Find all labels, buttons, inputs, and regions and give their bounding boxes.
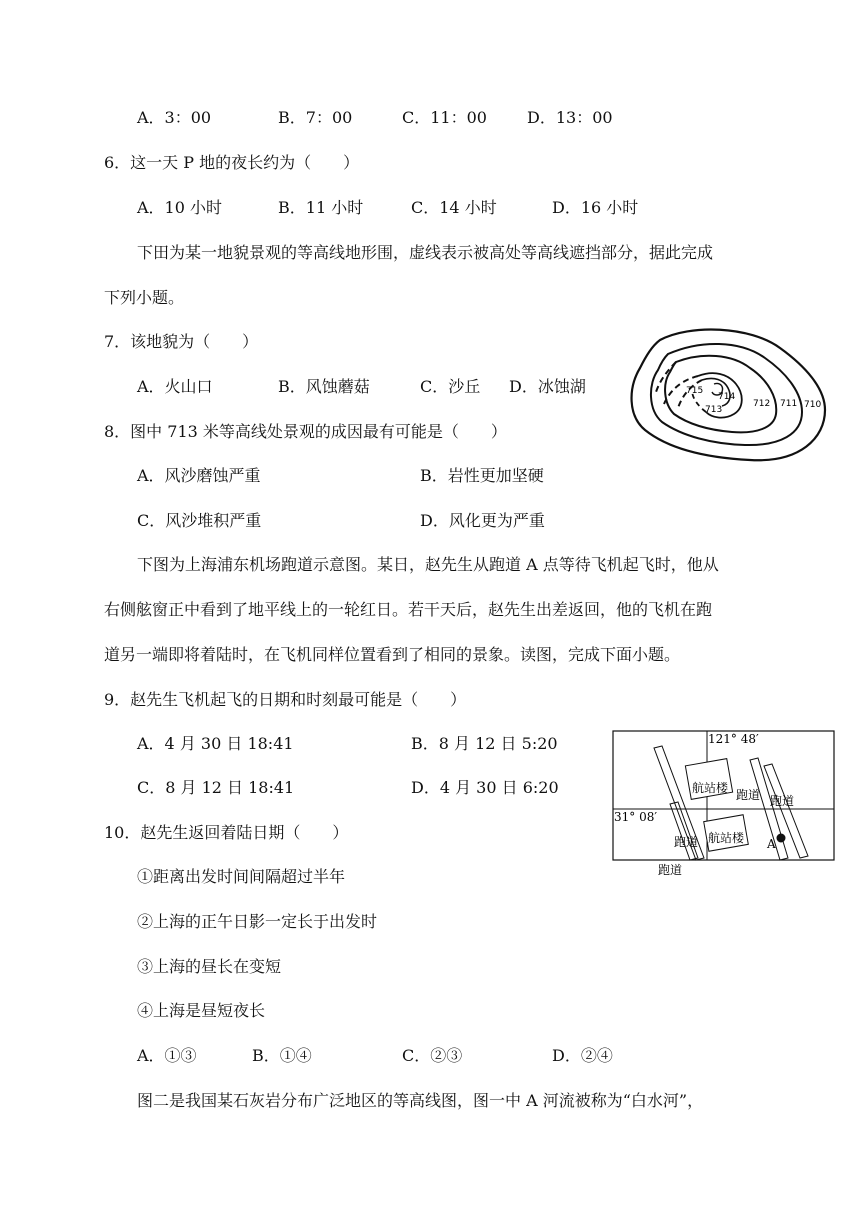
runway-label-4: 跑道 (658, 863, 683, 877)
q6-option-b: B．11 小时 (278, 198, 364, 217)
q6-option-c: C．14 小时 (411, 198, 497, 217)
runway-label-2: 跑道 (770, 794, 795, 808)
q6-stem: 6．这一天 P 地的夜长约为（ ） (104, 153, 360, 172)
contour-label-712: 712 (753, 399, 771, 409)
terminal-south-label: 航站楼 (708, 831, 745, 845)
terminal-north-label: 航站楼 (692, 781, 729, 795)
point-a-label: A (767, 837, 776, 851)
contour-label-710: 710 (804, 400, 822, 410)
contour-map-figure (620, 318, 835, 468)
q7-option-a: A．火山口 (137, 377, 213, 396)
q9-option-b: B．8 月 12 日 5:20 (411, 734, 558, 753)
q8-option-b: B．岩性更加坚硬 (420, 466, 544, 485)
q10-statement-1: ①距离出发时间间隔超过半年 (137, 867, 346, 886)
intro-7-8-line2: 下列小题。 (104, 288, 185, 307)
q5-option-c: C．11：00 (402, 108, 487, 127)
q8-stem: 8．图中 713 米等高线处景观的成因最有可能是（ ） (104, 422, 507, 441)
q7-option-c: C．沙丘 (420, 377, 481, 396)
intro-9-10-line3: 道另一端即将着陆时，在飞机同样位置看到了相同的景象。读图，完成下面小题。 (104, 645, 681, 664)
q8-option-a: A．风沙磨蚀严重 (137, 466, 261, 485)
q10-statement-2: ②上海的正午日影一定长于出发时 (137, 912, 378, 931)
q10-statement-3: ③上海的昼长在变短 (137, 957, 282, 976)
contour-label-711: 711 (780, 399, 798, 409)
q5-option-b: B．7：00 (278, 108, 353, 127)
q7-option-b: B．风蚀蘑菇 (278, 377, 370, 396)
point-a-marker (777, 834, 786, 843)
runway-label-1: 跑道 (736, 788, 761, 802)
latitude-label: 31° 08′ (614, 810, 658, 824)
airport-runway-map (612, 730, 836, 877)
contour-label-714: 714 (718, 392, 736, 402)
intro-7-8-line1: 下田为某一地貌景观的等高线地形围，虚线表示被高处等高线遮挡部分，据此完成 (137, 243, 714, 262)
intro-9-10-line1: 下图为上海浦东机场跑道示意图。某日，赵先生从跑道 A 点等待飞机起飞时，他从 (137, 555, 719, 574)
q7-stem: 7．该地貌为（ ） (104, 332, 259, 351)
q10-option-d: D．②④ (552, 1046, 613, 1065)
q5-option-a: A．3：00 (137, 108, 212, 127)
q8-option-c: C．风沙堆积严重 (137, 511, 262, 530)
q9-option-d: D．4 月 30 日 6:20 (411, 778, 559, 797)
q8-option-d: D．风化更为严重 (420, 511, 545, 530)
q7-option-d: D．冰蚀湖 (509, 377, 586, 396)
q5-option-d: D．13：00 (527, 108, 613, 127)
contour-label-713: 713 (705, 405, 723, 415)
longitude-label: 121° 48′ (708, 732, 759, 746)
q6-option-d: D．16 小时 (552, 198, 639, 217)
q10-statement-4: ④上海是昼短夜长 (137, 1001, 266, 1020)
q10-option-a: A．①③ (137, 1046, 197, 1065)
intro-next-line1: 图二是我国某石灰岩分布广泛地区的等高线图，图一中 A 河流被称为“白水河”， (137, 1091, 704, 1110)
q10-option-b: B．①④ (252, 1046, 312, 1065)
q10-option-c: C．②③ (402, 1046, 463, 1065)
runway-label-3: 跑道 (674, 835, 699, 849)
intro-9-10-line2: 右侧舷窗正中看到了地平线上的一轮红日。若干天后，赵先生出差返回，他的飞机在跑 (104, 600, 713, 619)
q6-option-a: A．10 小时 (137, 198, 223, 217)
contour-label-715: 715 (686, 386, 704, 396)
q9-option-c: C．8 月 12 日 18:41 (137, 778, 295, 797)
q10-stem: 10．赵先生返回着陆日期（ ） (104, 823, 349, 842)
q9-stem: 9．赵先生飞机起飞的日期和时刻最可能是（ ） (104, 690, 467, 709)
q9-option-a: A．4 月 30 日 18:41 (137, 734, 294, 753)
